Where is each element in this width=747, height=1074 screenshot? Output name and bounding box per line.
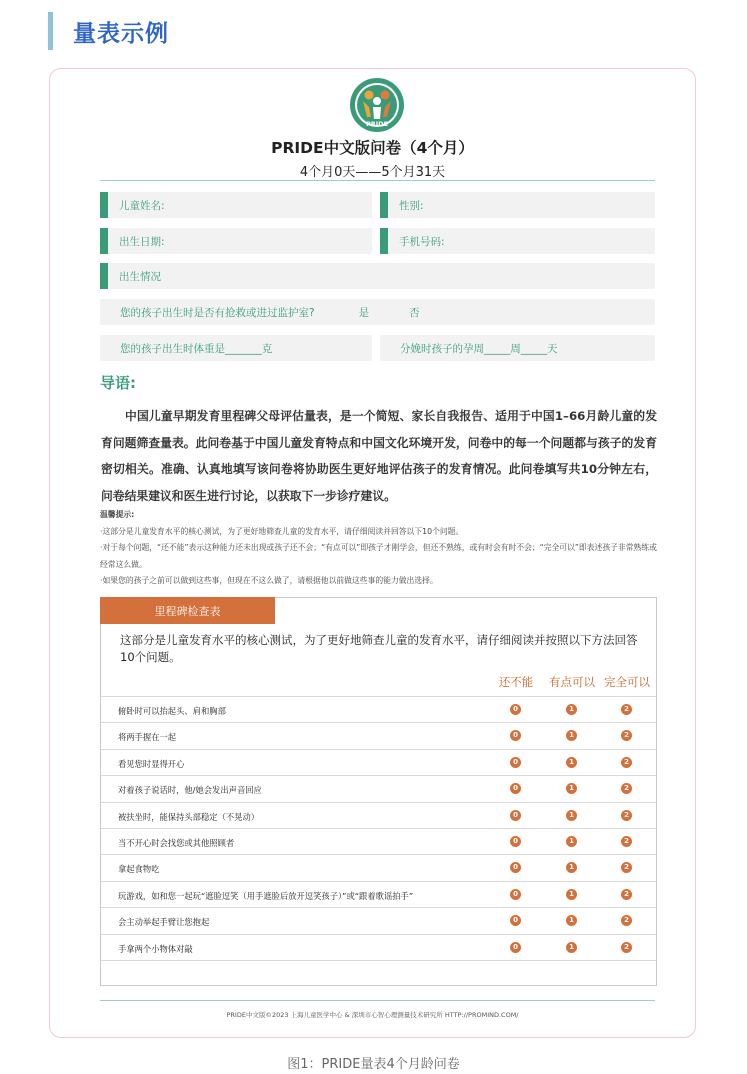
milestone-row bbox=[101, 828, 656, 855]
column-header-cannot: 还不能 bbox=[498, 675, 534, 689]
birth-date-field bbox=[100, 228, 372, 254]
milestone-row bbox=[101, 749, 656, 776]
birth-weight-text: 您的孩子出生时体重是_______克 bbox=[120, 342, 273, 355]
birth-info-field bbox=[100, 263, 655, 289]
milestone-row bbox=[101, 881, 656, 908]
field-marker bbox=[380, 192, 388, 218]
tips-heading: 温馨提示: bbox=[100, 510, 135, 519]
tip-line: ·这部分是儿童发育水平的核心测试，为了更好地筛查儿童的发育水平，请仔细阅读并回答以下10个问题。 bbox=[100, 526, 464, 536]
milestone-item-text: 玩游戏，如和您一起玩“遮脸逗笑（用手遮脸后放开逗笑孩子）”或“跟着歌谣拍手” bbox=[118, 890, 414, 901]
score-option-1[interactable]: 1 bbox=[566, 915, 577, 926]
score-option-2[interactable]: 2 bbox=[621, 783, 632, 794]
milestone-item-text: 俯卧时可以抬起头、肩和胸部 bbox=[118, 706, 226, 716]
score-option-2[interactable]: 2 bbox=[621, 889, 632, 900]
gender-label: 性别: bbox=[399, 199, 424, 212]
answer-no: 否 bbox=[409, 306, 420, 319]
rescue-question-row bbox=[100, 299, 655, 325]
score-option-0[interactable]: 0 bbox=[510, 889, 521, 900]
milestone-row bbox=[101, 907, 656, 934]
title-divider bbox=[100, 180, 655, 181]
milestone-item-text: 手拿两个小物体对敲 bbox=[118, 943, 193, 954]
score-option-0[interactable]: 0 bbox=[510, 862, 521, 873]
score-option-0[interactable]: 0 bbox=[510, 783, 521, 794]
intro-heading: 导语: bbox=[100, 374, 136, 392]
birth-date-label: 出生日期: bbox=[119, 235, 165, 248]
score-option-2[interactable]: 2 bbox=[621, 942, 632, 953]
score-option-1[interactable]: 1 bbox=[566, 810, 577, 821]
score-option-0[interactable]: 0 bbox=[510, 810, 521, 821]
milestone-item-text: 会主动举起手臂让您抱起 bbox=[118, 917, 210, 928]
milestone-row bbox=[101, 722, 656, 749]
milestone-item-text: 看见您时显得开心 bbox=[118, 758, 185, 769]
milestone-row bbox=[101, 696, 656, 723]
footer-divider bbox=[100, 1000, 655, 1001]
tip-line: ·如果您的孩子之前可以做到这些事，但现在不这么做了，请根据他以前做这些事的能力做出选择。 bbox=[100, 576, 438, 585]
score-option-1[interactable]: 1 bbox=[566, 836, 577, 847]
milestone-row bbox=[101, 775, 656, 802]
milestone-row bbox=[101, 802, 656, 829]
milestone-checklist bbox=[100, 597, 657, 986]
gender-field bbox=[380, 192, 655, 218]
milestone-description: 这部分是儿童发育水平的核心测试，为了更好地筛查儿童的发育水平，请仔细阅读并按照以下方法回答10个问题。 bbox=[120, 633, 638, 664]
milestone-row bbox=[101, 854, 656, 881]
score-option-0[interactable]: 0 bbox=[510, 730, 521, 741]
tips-block bbox=[100, 507, 660, 590]
document-footer: PRIDE中文版©2023 上海儿童医学中心 & 深圳市心智心理测量技术研究所 HTTP://PROMIND.COM/ bbox=[226, 1011, 519, 1019]
score-option-2[interactable]: 2 bbox=[621, 862, 632, 873]
section-header bbox=[48, 12, 169, 50]
score-option-2[interactable]: 2 bbox=[621, 704, 632, 715]
section-accent-bar bbox=[48, 12, 53, 50]
column-header-somewhat: 有点可以 bbox=[549, 675, 595, 689]
birth-weight-row bbox=[100, 335, 372, 361]
section-title: 量表示例 bbox=[73, 20, 169, 47]
child-name-label: 儿童姓名: bbox=[119, 199, 165, 212]
column-header-fully: 完全可以 bbox=[604, 675, 650, 689]
milestone-empty-row bbox=[101, 960, 656, 987]
score-option-2[interactable]: 2 bbox=[621, 836, 632, 847]
gestation-row bbox=[380, 335, 655, 361]
score-option-0[interactable]: 0 bbox=[510, 942, 521, 953]
pride-logo-icon bbox=[349, 77, 405, 133]
milestone-item-text: 将两手握在一起 bbox=[118, 732, 177, 743]
tip-line: ·对于每个问题，“还不能”表示这种能力还未出现或孩子还不会；“有点可以”即孩子才刚学会，但还不熟练，或有时会有时不会；“完全可以”即表述孩子非常熟练或经常这么做。 bbox=[100, 543, 657, 569]
score-option-1[interactable]: 1 bbox=[566, 704, 577, 715]
logo-text: PRIDE bbox=[365, 120, 389, 128]
phone-field bbox=[380, 228, 655, 254]
field-marker bbox=[100, 228, 108, 254]
score-option-2[interactable]: 2 bbox=[621, 915, 632, 926]
intro-paragraph: 中国儿童早期发育里程碑父母评估量表，是一个简短、家长自我报告、适用于中国1–66月龄儿童的发育问题筛查量表。此问卷基于中国儿童发育特点和中国文化环境开发，问卷中的每一个问题都与孩子的发育密切相关。准确、认真地填写该问卷将协助医生更好地评估孩子的发育情况。此问卷填写共10分钟左右，问卷结果建议和医生进行讨论，以获取下一步诊疗建议。 bbox=[101, 409, 657, 503]
gestation-text: 分娩时孩子的孕周_____周_____天 bbox=[400, 342, 558, 355]
score-option-1[interactable]: 1 bbox=[566, 757, 577, 768]
milestone-item-text: 对着孩子说话时，他/她会发出声音回应 bbox=[118, 785, 262, 796]
questionnaire-image bbox=[49, 68, 696, 1038]
score-option-2[interactable]: 2 bbox=[621, 730, 632, 741]
phone-label: 手机号码: bbox=[399, 235, 445, 248]
score-option-2[interactable]: 2 bbox=[621, 757, 632, 768]
milestone-item-text: 被扶坐时，能保持头部稳定（不晃动） bbox=[118, 811, 260, 822]
child-name-field bbox=[100, 192, 372, 218]
field-marker bbox=[380, 228, 388, 254]
score-option-1[interactable]: 1 bbox=[566, 862, 577, 873]
rescue-question: 您的孩子出生时是否有抢救或进过监护室? bbox=[120, 306, 315, 319]
figure-caption: 图1：PRIDE量表4个月龄问卷 bbox=[287, 1057, 460, 1072]
score-option-1[interactable]: 1 bbox=[566, 730, 577, 741]
milestone-item-text: 拿起食物吃 bbox=[118, 864, 160, 875]
score-option-0[interactable]: 0 bbox=[510, 757, 521, 768]
milestone-item-text: 当不开心时会找您或其他照顾者 bbox=[118, 838, 235, 848]
score-option-2[interactable]: 2 bbox=[621, 810, 632, 821]
score-option-0[interactable]: 0 bbox=[510, 836, 521, 847]
score-option-0[interactable]: 0 bbox=[510, 704, 521, 715]
score-option-1[interactable]: 1 bbox=[566, 942, 577, 953]
field-marker bbox=[100, 263, 108, 289]
score-option-1[interactable]: 1 bbox=[566, 889, 577, 900]
answer-yes: 是 bbox=[358, 306, 370, 319]
milestone-tab: 里程碑检查表 bbox=[100, 597, 275, 624]
score-option-0[interactable]: 0 bbox=[510, 915, 521, 926]
birth-info-label: 出生情况 bbox=[119, 270, 161, 283]
document-title: PRIDE中文版问卷（4个月） bbox=[271, 139, 474, 157]
score-option-1[interactable]: 1 bbox=[566, 783, 577, 794]
field-marker bbox=[100, 192, 108, 218]
document-subtitle: 4个月0天——5个月31天 bbox=[299, 165, 446, 180]
milestone-row bbox=[101, 934, 656, 961]
